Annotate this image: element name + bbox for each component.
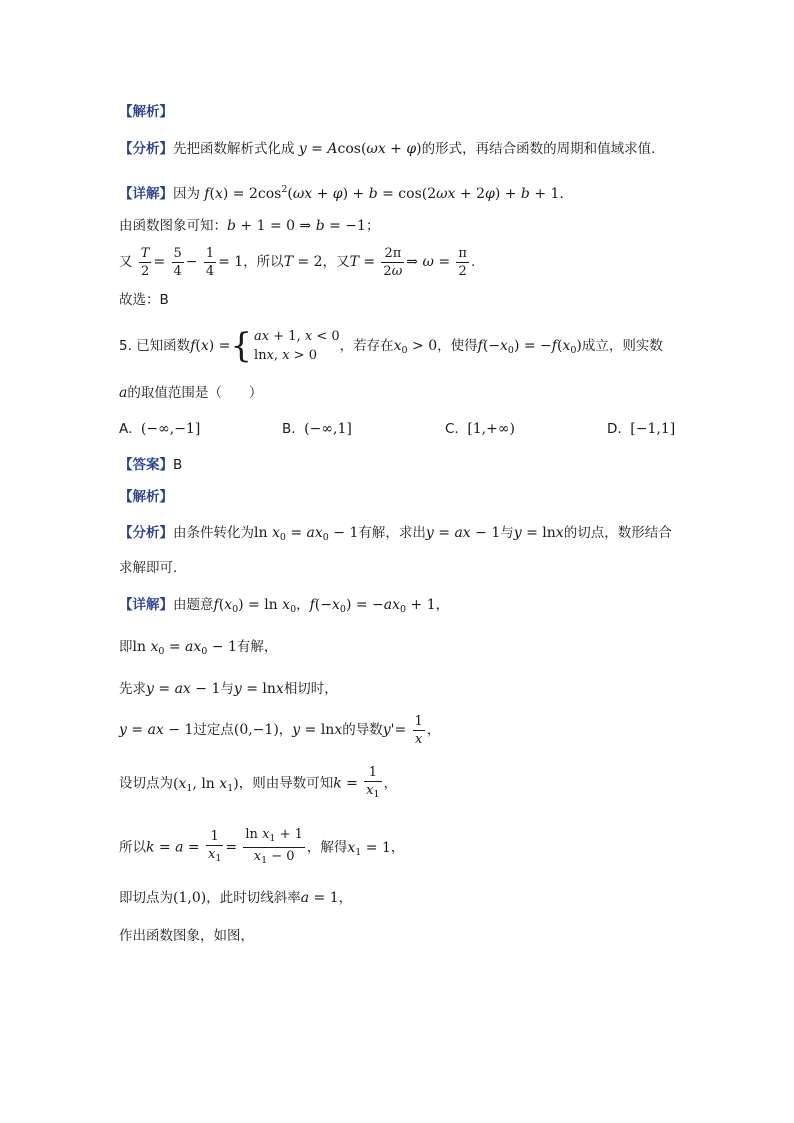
option-b: B. (−∞,1]: [282, 421, 352, 437]
q5-line-solve: 所以k = a = $\frac{1}{x_1}$ = $\frac{\ln x_1 + 1}{x_1 - 0}$ ，解得$x_1 = 1$，: [119, 827, 405, 866]
piecewise-cases: ax + 1, x < 0 lnx, x > 0: [254, 329, 340, 363]
q5-stem: 5. 已知函数f(x) ={ ax + 1, x < 0 lnx, x > 0，若存在$x_0 > 0$，使得$f(-x_0) = -f(x_0)$成立，则实数: [119, 326, 663, 366]
q5-line-tangent: 先求y = ax − 1与y = lnx相切时，: [119, 681, 338, 697]
q5-stem-line2: a的取值范围是（ ）: [119, 385, 263, 401]
q5-line-derivative: y = ax − 1过定点(0,−1)，y = lnx的导数y'= $\frac{1}{x}$ ，: [119, 713, 441, 747]
q5-detail: 【详解】由题意$f(x_0) = \ln x_0$，$f(-x_0) = -ax_0 + 1$，: [119, 597, 450, 615]
formula-fx-expand: $f(x) = 2\cos^2(\omega x + \varphi) + b = \cos(2\omega x + 2\varphi) + b + 1$.: [204, 184, 564, 202]
p4-line-b: 由函数图象可知：b + 1 = 0 ⇒ b = −1；: [119, 218, 380, 234]
q5-line-point: 设切点为($x_1$, $\ln x_1$)，则由导数可知k = $\frac{1}{x_1}$ ，: [119, 765, 398, 800]
formula-b: b + 1 = 0 ⇒ b = −1: [227, 218, 366, 234]
p4-analysis: 【分析】先把函数解析式化成 y = Acos(ωx + φ)的形式，再结合函数的周期和值域求值.: [119, 141, 656, 157]
q5-line-slope: 即切点为(1,0)，此时切线斜率a = 1，: [119, 890, 353, 906]
p4-line-period: 又 $\frac{T}{2}$ = $\frac{5}{4}$ − $\frac{1}{4}$ = 1，所以T = 2，又T = $\frac{2\pi}{2\omega}$ ⇒ ω = $\frac{\pi}{2}$ .: [119, 245, 476, 279]
q5-answer: 【答案】B: [119, 457, 183, 473]
q5-line-graph: 作出函数图象，如图，: [119, 928, 254, 944]
p4-detail: 【详解】因为 $f(x) = 2\cos^2(\omega x + \varphi) + b = \cos(2\omega x + 2\varphi) + b + 1$.: [119, 184, 564, 202]
q5-line-ln: 即$\ln x_0 = ax_0 - 1$有解，: [119, 639, 278, 657]
formula-acos: y = Acos(ωx + φ): [298, 141, 422, 157]
jiexi-heading: 【解析】: [119, 104, 173, 120]
q5-analysis-line2: 求解即可.: [119, 560, 178, 576]
p4-choice: 故选：B: [119, 292, 169, 308]
q5-jiexi-heading: 【解析】: [119, 489, 173, 505]
q5-analysis: 【分析】由条件转化为$\ln x_0 = ax_0 - 1$有解，求出y = ax − 1与y = lnx的切点，数形结合: [119, 525, 672, 543]
option-d: D. [−1,1]: [607, 421, 676, 437]
option-a: A. (−∞,−1]: [119, 421, 201, 437]
option-c: C. [1,+∞): [445, 421, 515, 437]
